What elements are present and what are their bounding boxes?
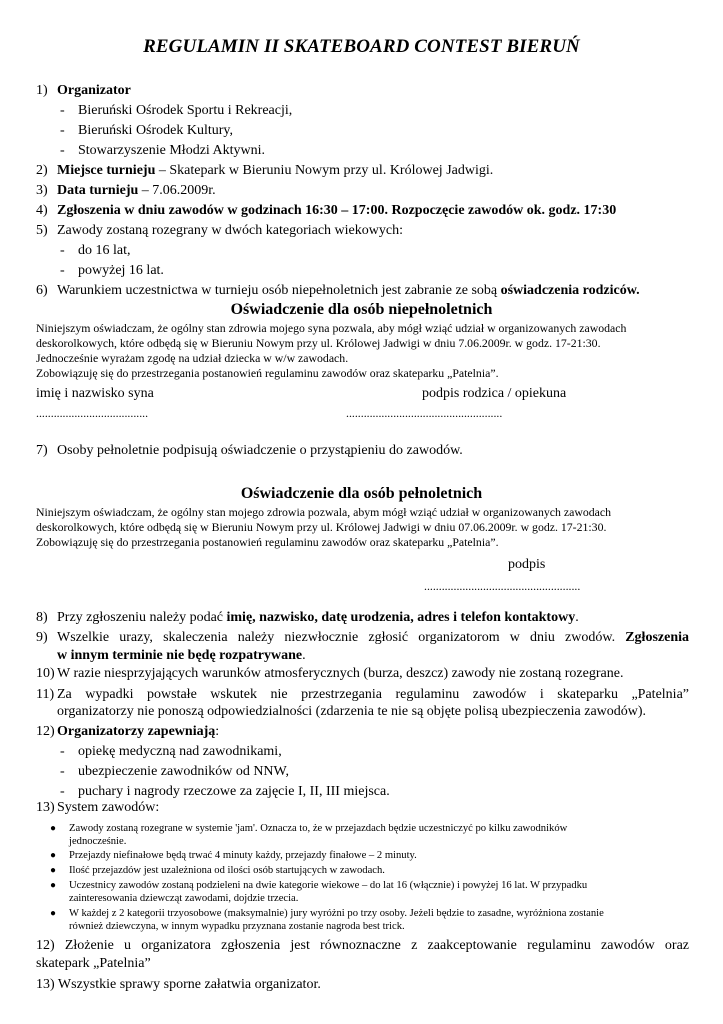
item-liability-cont: organizatorzy nie ponoszą odpowiedzialności (zdarzenia te nie są objęte polisą ubezpieczenia zawodów). bbox=[57, 704, 647, 719]
bullet-icon: ● bbox=[50, 850, 57, 861]
adult-declaration-line: Niniejszym oświadczam, że ogólny stan mojego zdrowia pozwala, abym mógł wziąć udział w organizowanych zawodach bbox=[36, 505, 612, 519]
item-registration: Zgłoszenia w dniu zawodów w godzinach 16:30 – 17:00. Rozpoczęcie zawodów ok. godz. 17:30 bbox=[57, 203, 617, 218]
item-number: 3) bbox=[36, 183, 48, 198]
dash: - bbox=[60, 123, 65, 138]
item-number: 10) bbox=[36, 666, 55, 681]
bullet-icon: ● bbox=[50, 823, 57, 834]
item-date: Data turnieju – 7.06.2009r. bbox=[57, 183, 216, 198]
item-number: 7) bbox=[36, 443, 48, 458]
adult-declaration-line: Zobowiązuję się do przestrzegania postanowień regulaminu zawodów oraz skateparku „Patelnia”. bbox=[36, 535, 499, 549]
adult-declaration-heading: Oświadczenie dla osób pełnoletnich bbox=[240, 485, 483, 502]
minor-declaration-line: Jednocześnie wyrażam zgodę na udział dziecka w w/w zawodach. bbox=[36, 351, 349, 365]
item-provides-label: Organizatorzy zapewniają: bbox=[57, 724, 220, 739]
system-bullet: Uczestnicy zawodów zostaną podzieleni na dwie kategorie wiekowe – do lat 16 (włącznie) i powyżej 16 lat. W przypadku bbox=[69, 880, 588, 891]
system-bullet-cont: zainteresowania dziewcząt zawodami, dojdzie trzecia. bbox=[69, 893, 299, 904]
dash: - bbox=[60, 744, 65, 759]
item-injuries-cont: w innym terminie nie będę rozpatrywane. bbox=[57, 648, 306, 663]
provides-item: ubezpieczenie zawodników od NNW, bbox=[78, 764, 289, 779]
adult-signature-label: podpis bbox=[508, 557, 546, 572]
item-categories: Zawody zostaną rozegrany w dwóch kategoriach wiekowych: bbox=[57, 223, 403, 238]
bullet-icon: ● bbox=[50, 880, 57, 891]
bullet-icon: ● bbox=[50, 865, 57, 876]
dash: - bbox=[60, 243, 65, 258]
item-liability: Za wypadki powstałe wskutek nie przestrzegania regulaminu zawodów i skateparku „Patelnia” bbox=[57, 687, 689, 702]
item-acceptance: 12) Złożenie u organizatora zgłoszenia jest równoznaczne z zaakceptowanie regulaminu zawodów oraz bbox=[36, 938, 689, 953]
organizer-item: Bieruński Ośrodek Sportu i Rekreacji, bbox=[78, 103, 293, 118]
minor-declaration-line: Zobowiązuję się do przestrzegania postanowień regulaminu zawodów oraz skateparku „Patelnia”. bbox=[36, 366, 499, 380]
item-disputes: 13) Wszystkie sprawy sporne załatwia organizator. bbox=[36, 977, 321, 992]
adult-signature-field[interactable]: ..................................................... bbox=[424, 579, 581, 593]
document-title: REGULAMIN II SKATEBOARD CONTEST BIERUŃ bbox=[143, 36, 580, 57]
adult-declaration-line: deskorolkowych, które odbędą się w Bieruniu Nowym przy ul. Królowej Jadwigi w dniu 07.06.2009r. w godz. 17-21:30. bbox=[36, 520, 607, 534]
item-number: 4) bbox=[36, 203, 48, 218]
system-bullet-cont: jednocześnie. bbox=[69, 836, 127, 847]
dash: - bbox=[60, 784, 65, 799]
parent-signature-label: podpis rodzica / opiekuna bbox=[422, 386, 567, 401]
parent-signature-field[interactable]: ..................................................... bbox=[346, 406, 503, 420]
item-number: 9) bbox=[36, 630, 48, 645]
item-parental-consent: Warunkiem uczestnictwa w turnieju osób niepełnoletnich jest zabranie ze sobą oświadczenia rodziców. bbox=[57, 283, 640, 298]
son-name-field[interactable]: ...................................... bbox=[36, 406, 149, 420]
item-number: 1) bbox=[36, 83, 48, 98]
dash: - bbox=[60, 143, 65, 158]
dash: - bbox=[60, 263, 65, 278]
item-injuries: Wszelkie urazy, skaleczenia należy niezwłocznie zgłosić organizatorom w dniu zwodów. Zgłoszenia bbox=[57, 630, 689, 645]
item-number: 11) bbox=[36, 687, 55, 702]
provides-item: puchary i nagrody rzeczowe za zajęcie I, II, III miejsca. bbox=[78, 784, 390, 799]
system-bullet: Przejazdy niefinałowe będą trwać 4 minuty każdy, przejazdy finałowe – 2 minuty. bbox=[69, 850, 417, 861]
item-adult-declaration: Osoby pełnoletnie podpisują oświadczenie o przystąpieniu do zawodów. bbox=[57, 443, 463, 458]
minor-declaration-heading: Oświadczenie dla osób niepełnoletnich bbox=[230, 301, 493, 318]
item-number: 2) bbox=[36, 163, 48, 178]
item-weather: W razie niesprzyjających warunków atmosferycznych (burza, deszcz) zawody nie zostaną rozegrane. bbox=[57, 666, 624, 681]
system-bullet: W każdej z 2 kategorii trzyosobowe (maksymalnie) jury wyróżni po trzy osoby. Jeżeli będzie to zasadne, wyróżniona zostanie bbox=[69, 908, 604, 919]
minor-declaration-line: deskorolkowych, które odbędą się w Bieruniu Nowym przy ul. Królowej Jadwigi w dniu 7.06.2009r. w godz. 17-21:30. bbox=[36, 336, 601, 350]
system-bullet: Zawody zostaną rozegrane w systemie 'jam'. Oznacza to, że w przejazdach będzie uczestniczyć po kilku zawodników bbox=[69, 823, 568, 834]
item-venue: Miejsce turnieju – Skatepark w Bieruniu Nowym przy ul. Królowej Jadwigi. bbox=[57, 163, 494, 178]
item-number: 8) bbox=[36, 610, 48, 625]
item-system-label: System zawodów: bbox=[57, 800, 160, 815]
organizer-item: Bieruński Ośrodek Kultury, bbox=[78, 123, 234, 138]
dash: - bbox=[60, 103, 65, 118]
bullet-icon: ● bbox=[50, 908, 57, 919]
system-bullet-cont: również dziewczyna, w innym wypadku przyznana zostanie nagroda best trick. bbox=[69, 921, 405, 932]
system-bullet: Ilość przejazdów jest uzależniona od ilości osób startujących w zawodach. bbox=[69, 865, 385, 876]
item-number: 5) bbox=[36, 223, 48, 238]
item-number: 6) bbox=[36, 283, 48, 298]
item-acceptance-cont: skatepark „Patelnia” bbox=[36, 956, 151, 971]
item-required-data: Przy zgłoszeniu należy podać imię, nazwisko, datę urodzenia, adres i telefon kontaktowy. bbox=[57, 610, 579, 625]
item-organizer-label: Organizator bbox=[57, 83, 131, 98]
organizer-item: Stowarzyszenie Młodzi Aktywni. bbox=[78, 143, 266, 158]
item-number: 12) bbox=[36, 724, 55, 739]
item-number: 13) bbox=[36, 800, 55, 815]
category-item: do 16 lat, bbox=[78, 243, 131, 258]
category-item: powyżej 16 lat. bbox=[78, 263, 164, 278]
son-name-label: imię i nazwisko syna bbox=[36, 386, 154, 401]
dash: - bbox=[60, 764, 65, 779]
minor-declaration-line: Niniejszym oświadczam, że ogólny stan zdrowia mojego syna pozwala, aby mógł wziąć udział w organizowanych zawodach bbox=[36, 321, 627, 335]
provides-item: opiekę medyczną nad zawodnikami, bbox=[78, 744, 282, 759]
